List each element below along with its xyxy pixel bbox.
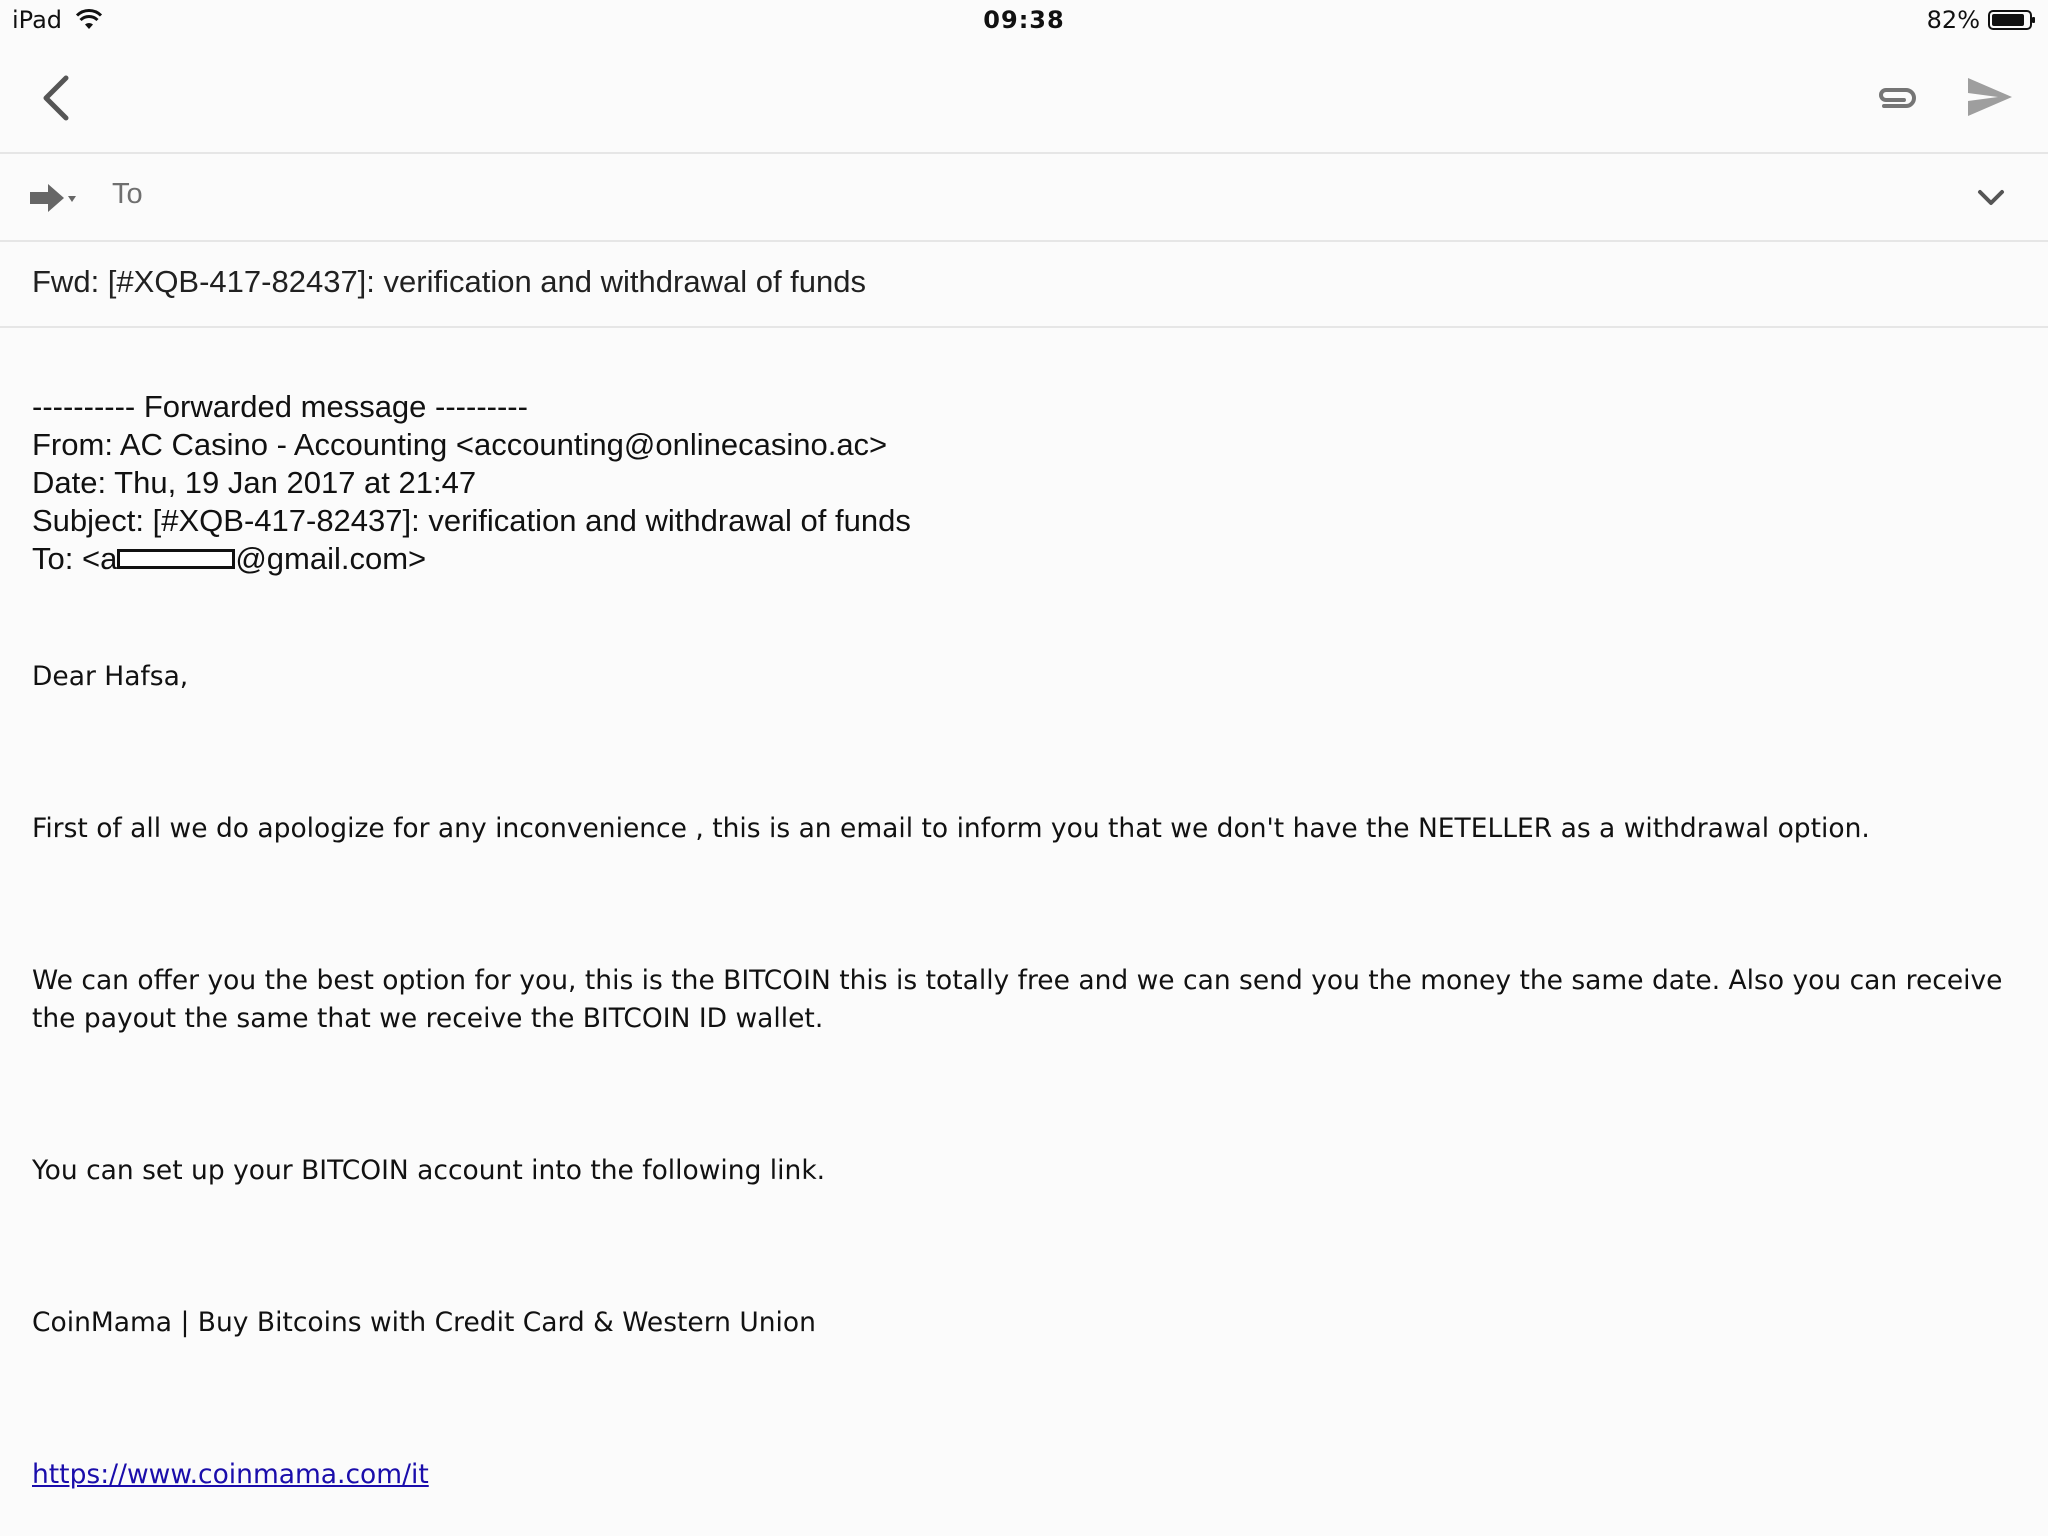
to-input[interactable] — [168, 172, 1932, 224]
paragraph-4: CoinMama | Buy Bitcoins with Credit Card & Western Union — [32, 1307, 816, 1338]
forward-arrow-dropdown-icon[interactable] — [28, 180, 80, 216]
paragraph-3: You can set up your BITCOIN account into the following link. — [32, 1155, 826, 1186]
attachment-icon[interactable] — [1870, 74, 1920, 124]
chevron-down-icon[interactable] — [1970, 178, 2012, 218]
status-right — [1927, 6, 2036, 34]
forwarded-subject: Subject: [#XQB-417-82437]: verification and withdrawal of funds — [32, 503, 911, 538]
greeting: Dear Hafsa, — [32, 661, 189, 692]
subject-field[interactable]: Fwd: [#XQB-417-82437]: verification and withdrawal of funds — [32, 264, 867, 299]
device-name: iPad — [12, 6, 63, 34]
to-label: To — [112, 178, 143, 210]
compose-toolbar — [0, 44, 2048, 154]
paragraph-2: We can offer you the best option for you, this is the BITCOIN this is totally free and we can send you the money the same date. Also you can receive the payout the same that we receive the BITCOIN ID wallet. — [32, 965, 2003, 1034]
forwarded-to — [32, 540, 2022, 578]
to-row — [0, 154, 2048, 242]
status-bar — [0, 0, 2048, 44]
back-arrow-icon[interactable] — [34, 70, 78, 126]
send-icon[interactable] — [1964, 72, 2016, 122]
forwarded-to-prefix: To: <a — [32, 541, 118, 576]
forwarded-date: Date: Thu, 19 Jan 2017 at 21:47 — [32, 465, 477, 500]
redaction-box — [117, 549, 235, 569]
paragraph-1: First of all we do apologize for any inconvenience , this is an email to inform you that we don't have the NETELLER as a withdrawal option. — [32, 813, 1870, 844]
forwarded-to-suffix: @gmail.com> — [235, 541, 427, 576]
battery-percent: 82% — [1926, 6, 1980, 34]
coinmama-link[interactable]: https://www.coinmama.com/it — [32, 1459, 429, 1490]
forwarded-from: From: AC Casino - Accounting <accounting@onlinecasino.ac> — [32, 427, 888, 462]
status-time: 09:38 — [983, 6, 1065, 34]
battery-icon — [1988, 9, 2036, 31]
subject-row[interactable] — [0, 242, 2048, 328]
message-body[interactable] — [32, 388, 2022, 578]
forwarded-separator: ---------- Forwarded message --------- — [32, 389, 528, 424]
